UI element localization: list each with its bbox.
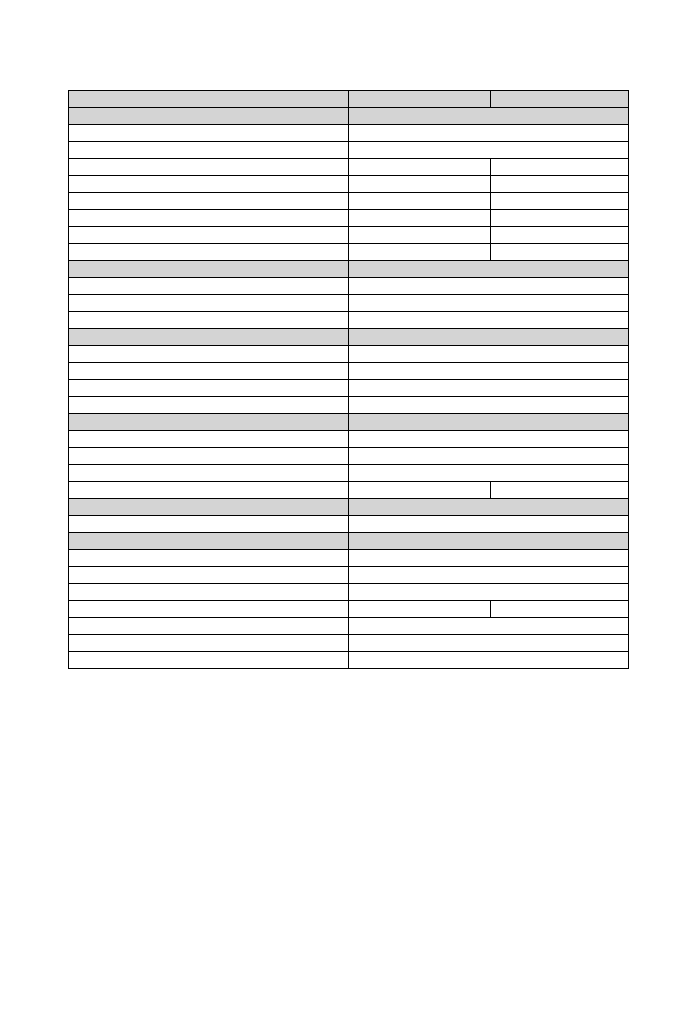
table-cell [69,431,349,448]
table-cell [69,601,349,618]
table-cell [349,465,629,482]
table-row [69,397,629,414]
table-cell [69,567,349,584]
table-cell [69,499,349,516]
table-cell [349,584,629,601]
table-cell [349,244,491,261]
table-cell [69,295,349,312]
table-cell [69,278,349,295]
table-row [69,465,629,482]
table-row [69,448,629,465]
table-cell [349,142,629,159]
table-cell [69,363,349,380]
table-row [69,482,629,499]
table-cell [69,635,349,652]
table-cell [349,482,491,499]
table-row [69,499,629,516]
table-row [69,635,629,652]
table-row [69,380,629,397]
table-cell [69,125,349,142]
table-row [69,312,629,329]
table-cell [349,210,491,227]
table-cell [69,312,349,329]
table-cell [349,159,491,176]
table-cell [69,261,349,278]
table-cell [491,210,629,227]
table-row [69,329,629,346]
table-cell [69,482,349,499]
table-cell [69,397,349,414]
table-cell [349,91,491,108]
table-row [69,261,629,278]
table-cell [349,227,491,244]
table-cell [69,329,349,346]
table-cell [349,108,629,125]
table-cell [69,465,349,482]
table-row [69,346,629,363]
table-cell [349,312,629,329]
table-cell [69,210,349,227]
table-row [69,567,629,584]
table-row [69,618,629,635]
table-cell [491,176,629,193]
table-row [69,108,629,125]
table-cell [349,346,629,363]
table-cell [349,125,629,142]
table-cell [349,295,629,312]
table-row [69,584,629,601]
table-cell [491,244,629,261]
table-cell [349,618,629,635]
table-cell [349,448,629,465]
table-cell [349,278,629,295]
table-cell [491,482,629,499]
table-row [69,278,629,295]
table-row [69,244,629,261]
table-cell [69,380,349,397]
table-row [69,533,629,550]
table-row [69,431,629,448]
table-cell [69,227,349,244]
table-cell [349,516,629,533]
table-cell [349,652,629,669]
table-row [69,142,629,159]
table-cell [69,159,349,176]
table-cell [491,601,629,618]
table-row [69,176,629,193]
table-cell [69,346,349,363]
table-row [69,550,629,567]
table-row [69,125,629,142]
table-cell [69,108,349,125]
table-cell [69,584,349,601]
table-cell [69,516,349,533]
table-cell [349,550,629,567]
table-cell [349,329,629,346]
table-cell [349,635,629,652]
table-cell [349,380,629,397]
table-cell [349,533,629,550]
table-row [69,601,629,618]
table-cell [491,91,629,108]
table-row [69,159,629,176]
table-row [69,295,629,312]
table-cell [69,652,349,669]
table-cell [69,533,349,550]
table-cell [349,499,629,516]
table-row [69,227,629,244]
table-cell [69,414,349,431]
table-row [69,91,629,108]
table-row [69,414,629,431]
table-cell [349,601,491,618]
table-cell [69,618,349,635]
table-cell [349,567,629,584]
data-table [68,90,629,669]
table-cell [69,193,349,210]
table-cell [349,431,629,448]
table-cell [349,193,491,210]
table-cell [349,176,491,193]
table-row [69,193,629,210]
table-cell [349,261,629,278]
table-cell [491,159,629,176]
table-cell [349,363,629,380]
table-cell [69,91,349,108]
table-cell [349,414,629,431]
table-row [69,363,629,380]
table-row [69,210,629,227]
table-body [69,91,629,669]
table-cell [69,244,349,261]
table-cell [69,176,349,193]
table-cell [69,550,349,567]
table-cell [491,227,629,244]
table-row [69,516,629,533]
table-cell [491,193,629,210]
table-row [69,652,629,669]
table-cell [69,448,349,465]
table-cell [69,142,349,159]
table-cell [349,397,629,414]
